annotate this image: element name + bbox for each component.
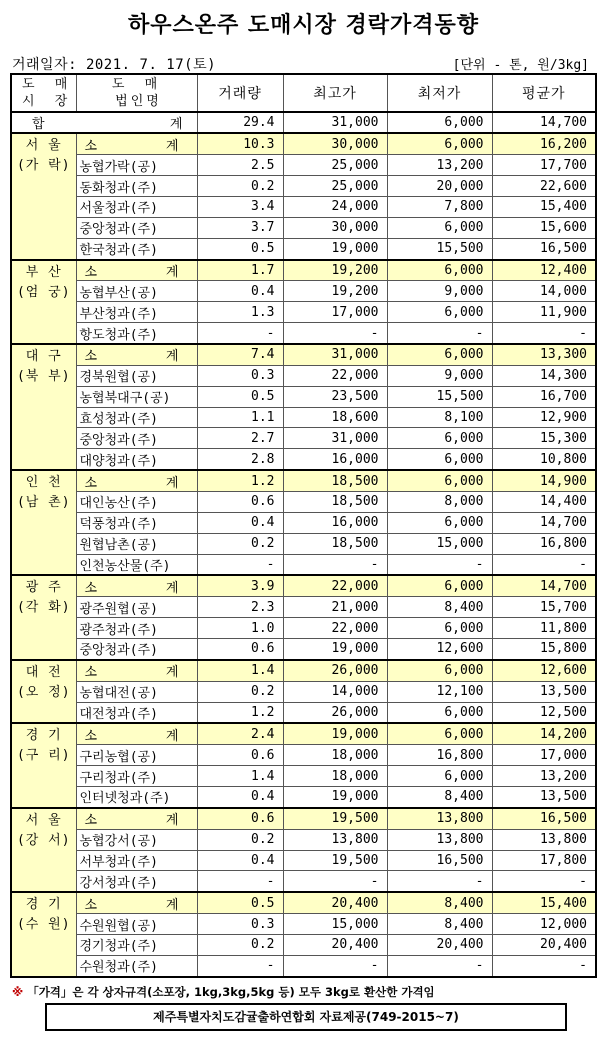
min-price-cell: 6,000 [387,344,492,365]
subtotal-row [11,723,596,744]
table-row [11,386,596,407]
avg-price-cell: 13,200 [492,766,596,787]
market-location: (각 화) [16,600,71,616]
table-row [11,196,596,217]
max-price-cell: 24,000 [283,196,387,217]
corporation-name: 소 계 [76,260,197,281]
min-price-cell: 6,000 [387,575,492,596]
table-row [11,554,596,575]
avg-price-cell: 15,400 [492,892,596,913]
avg-price-cell: 15,700 [492,597,596,618]
volume-cell: 7.4 [197,344,283,365]
avg-price-cell: 13,500 [492,681,596,702]
volume-cell: 3.7 [197,217,283,238]
table-row [11,323,596,344]
avg-price-cell: 14,300 [492,365,596,386]
market-location: (가 락) [16,158,71,174]
avg-price-cell: 22,600 [492,176,596,197]
min-price-cell: 12,600 [387,638,492,659]
max-price-cell: 20,400 [283,935,387,956]
min-price-cell: 6,000 [387,470,492,491]
avg-price-cell: 14,700 [492,575,596,596]
max-price-cell: 22,000 [283,618,387,639]
corporation-name: 소 계 [76,808,197,829]
volume-cell: 1.7 [197,260,283,281]
volume-cell: 0.4 [197,512,283,533]
corporation-name: 농협대전(공) [76,681,197,702]
corporation-name: 항도청과(주) [76,323,197,344]
avg-price-cell: 11,900 [492,302,596,323]
min-price-cell: 13,800 [387,829,492,850]
corporation-name: 대양청과(주) [76,449,197,470]
source-box: 제주특별자치도감귤출하연합회 자료제공(749-2015~7) [45,1003,567,1031]
corporation-name: 원협남촌(공) [76,533,197,554]
table-row [11,871,596,892]
volume-cell: 1.4 [197,660,283,681]
volume-cell: 1.4 [197,766,283,787]
market-location: (남 촌) [16,495,71,511]
corporation-name: 경기청과(주) [76,935,197,956]
volume-cell: 1.1 [197,407,283,428]
avg-price-cell: 16,200 [492,133,596,154]
avg-price-cell: 12,000 [492,914,596,935]
corporation-name: 소 계 [76,344,197,365]
max-price-cell: 14,000 [283,681,387,702]
market-location: (강 서) [16,832,71,848]
min-price-cell: 6,000 [387,260,492,281]
min-price-cell: 6,000 [387,512,492,533]
avg-price-cell: 17,700 [492,155,596,176]
volume-cell: 1.2 [197,702,283,723]
max-price-cell: 19,000 [283,786,387,807]
min-price-cell: 6,000 [387,766,492,787]
min-price-cell: - [387,955,492,977]
market-location: (북 부) [16,368,71,384]
max-price-cell: 18,500 [283,533,387,554]
market-name: 서 울 [25,138,62,154]
avg-price-cell: 10,800 [492,449,596,470]
max-price-cell: 18,000 [283,745,387,766]
volume-cell: 1.2 [197,470,283,491]
corporation-name: 농협강서(공) [76,829,197,850]
min-price-cell: 6,000 [387,660,492,681]
header-volume: 거래량 [197,74,283,112]
volume-cell: - [197,323,283,344]
volume-cell: 0.3 [197,914,283,935]
min-price-cell: - [387,323,492,344]
table-row [11,638,596,659]
corporation-name: 한국청과(주) [76,238,197,259]
corporation-name: 광주청과(주) [76,618,197,639]
volume-cell: 0.5 [197,386,283,407]
page-title: 하우스온주 도매시장 경락가격동향 [127,13,480,38]
avg-price-cell: 14,200 [492,723,596,744]
volume-cell: 0.4 [197,786,283,807]
volume-cell: 1.3 [197,302,283,323]
market-location: (엄 궁) [16,284,71,300]
grand-total-max: 31,000 [283,112,387,134]
header-market: 도 매 시 장 [11,74,76,112]
min-price-cell: 13,800 [387,808,492,829]
volume-cell: 0.2 [197,533,283,554]
max-price-cell: - [283,871,387,892]
note-text: 「가격」은 각 상자규격(소포장, 1kg,3kg,5kg 등) 모두 3kg로 환산한 가격임 [27,985,435,999]
max-price-cell: 31,000 [283,428,387,449]
max-price-cell: 19,200 [283,281,387,302]
corporation-name: 인천농산물(주) [76,554,197,575]
unit-label: [단위 - 톤, 원/3kg] [452,58,589,73]
min-price-cell: 12,100 [387,681,492,702]
market-name-cell [11,660,76,724]
market-location: (오 정) [16,684,71,700]
max-price-cell: 26,000 [283,702,387,723]
volume-cell: 0.4 [197,281,283,302]
max-price-cell: 16,000 [283,512,387,533]
volume-cell: 0.6 [197,745,283,766]
max-price-cell: 13,800 [283,829,387,850]
corporation-name: 서울청과(주) [76,196,197,217]
table-row [11,407,596,428]
subtotal-row [11,133,596,154]
max-price-cell: - [283,955,387,977]
avg-price-cell: 16,800 [492,533,596,554]
table-row [11,155,596,176]
table-row [11,217,596,238]
min-price-cell: 15,000 [387,533,492,554]
max-price-cell: 23,500 [283,386,387,407]
max-price-cell: 31,000 [283,344,387,365]
min-price-cell: 7,800 [387,196,492,217]
min-price-cell: 6,000 [387,217,492,238]
corporation-name: 강서청과(주) [76,871,197,892]
corporation-name: 구리농협(공) [76,745,197,766]
avg-price-cell: 13,300 [492,344,596,365]
avg-price-cell: 12,500 [492,702,596,723]
subtotal-row [11,892,596,913]
header-corporation: 도 매 법인명 [76,74,197,112]
table-row [11,302,596,323]
corporation-name: 효성청과(주) [76,407,197,428]
table-row [11,281,596,302]
min-price-cell: 8,000 [387,491,492,512]
max-price-cell: 18,500 [283,491,387,512]
subtotal-row [11,470,596,491]
table-row [11,914,596,935]
avg-price-cell: 16,500 [492,238,596,259]
table-row [11,176,596,197]
table-row [11,491,596,512]
table-row [11,238,596,259]
avg-price-cell: 15,600 [492,217,596,238]
market-name: 대 구 [25,348,62,364]
avg-price-cell: 16,500 [492,808,596,829]
table-row [11,829,596,850]
avg-price-cell: - [492,554,596,575]
min-price-cell: - [387,554,492,575]
table-row [11,681,596,702]
table-row [11,766,596,787]
max-price-cell: 19,200 [283,260,387,281]
min-price-cell: 8,400 [387,892,492,913]
avg-price-cell: 17,000 [492,745,596,766]
market-name: 부 산 [25,264,62,280]
subtotal-row [11,344,596,365]
table-header-row [11,74,596,112]
table-row [11,955,596,977]
avg-price-cell: 14,900 [492,470,596,491]
max-price-cell: 25,000 [283,155,387,176]
corporation-name: 농협가락(공) [76,155,197,176]
volume-cell: - [197,871,283,892]
corporation-name: 대전청과(주) [76,702,197,723]
table-row [11,365,596,386]
corporation-name: 광주원협(공) [76,597,197,618]
max-price-cell: 19,000 [283,638,387,659]
volume-cell: 0.6 [197,491,283,512]
corporation-name: 소 계 [76,575,197,596]
corporation-name: 인터넷청과(주) [76,786,197,807]
footnote [12,984,435,1000]
avg-price-cell: 11,800 [492,618,596,639]
volume-cell: 10.3 [197,133,283,154]
note-mark: ※ [12,985,24,999]
min-price-cell: 16,500 [387,850,492,871]
avg-price-cell: - [492,955,596,977]
header-min-price: 최저가 [387,74,492,112]
volume-cell: 0.6 [197,638,283,659]
market-name-cell [11,133,76,259]
market-name-cell [11,575,76,659]
volume-cell: 0.2 [197,935,283,956]
corporation-name: 수원청과(주) [76,955,197,977]
min-price-cell: 9,000 [387,365,492,386]
market-name-cell [11,808,76,892]
avg-price-cell: 15,300 [492,428,596,449]
max-price-cell: 17,000 [283,302,387,323]
max-price-cell: 30,000 [283,217,387,238]
corporation-name: 수원원협(공) [76,914,197,935]
max-price-cell: 19,000 [283,723,387,744]
min-price-cell: 13,200 [387,155,492,176]
min-price-cell: 16,800 [387,745,492,766]
grand-total-label: 합 계 [11,112,197,134]
min-price-cell: 6,000 [387,702,492,723]
volume-cell: 0.4 [197,850,283,871]
market-name: 광 주 [25,580,62,596]
max-price-cell: - [283,323,387,344]
market-name-cell [11,344,76,470]
volume-cell: 0.6 [197,808,283,829]
corporation-name: 경북원협(공) [76,365,197,386]
volume-cell: 3.9 [197,575,283,596]
trade-date: 거래일자: 2021. 7. 17(토) [12,57,217,73]
min-price-cell: 9,000 [387,281,492,302]
volume-cell: 0.2 [197,176,283,197]
max-price-cell: 19,000 [283,238,387,259]
min-price-cell: 8,100 [387,407,492,428]
avg-price-cell: 14,400 [492,491,596,512]
table-row [11,786,596,807]
max-price-cell: - [283,554,387,575]
min-price-cell: 15,500 [387,238,492,259]
corporation-name: 농협북대구(공) [76,386,197,407]
market-name: 경 기 [25,728,62,744]
market-name-cell [11,260,76,344]
grand-total-volume: 29.4 [197,112,283,134]
table-row [11,428,596,449]
volume-cell: 2.7 [197,428,283,449]
avg-price-cell: 17,800 [492,850,596,871]
max-price-cell: 20,400 [283,892,387,913]
avg-price-cell: 12,900 [492,407,596,428]
max-price-cell: 18,600 [283,407,387,428]
avg-price-cell: 14,000 [492,281,596,302]
corporation-name: 구리청과(주) [76,766,197,787]
table-row [11,702,596,723]
corporation-name: 소 계 [76,892,197,913]
volume-cell: 2.3 [197,597,283,618]
market-name-cell [11,892,76,977]
max-price-cell: 22,000 [283,575,387,596]
table-row [11,533,596,554]
min-price-cell: 6,000 [387,723,492,744]
avg-price-cell: 15,400 [492,196,596,217]
subtotal-row [11,575,596,596]
min-price-cell: 15,500 [387,386,492,407]
corporation-name: 소 계 [76,723,197,744]
corporation-name: 소 계 [76,133,197,154]
volume-cell: 0.5 [197,892,283,913]
table-row [11,850,596,871]
max-price-cell: 30,000 [283,133,387,154]
market-location: (구 리) [16,748,71,764]
grand-total-row [11,112,596,134]
table-row [11,512,596,533]
table-row [11,745,596,766]
corporation-name: 농협부산(공) [76,281,197,302]
subtotal-row [11,808,596,829]
market-name: 대 전 [25,664,62,680]
volume-cell: - [197,955,283,977]
market-name: 인 천 [25,475,62,491]
corporation-name: 중앙청과(주) [76,217,197,238]
market-name: 경 기 [25,897,62,913]
min-price-cell: 8,400 [387,786,492,807]
corporation-name: 소 계 [76,470,197,491]
min-price-cell: 6,000 [387,618,492,639]
header-max-price: 최고가 [283,74,387,112]
price-table [10,73,597,978]
avg-price-cell: - [492,323,596,344]
avg-price-cell: 16,700 [492,386,596,407]
max-price-cell: 18,000 [283,766,387,787]
volume-cell: 2.5 [197,155,283,176]
corporation-name: 덕풍청과(주) [76,512,197,533]
table-row [11,618,596,639]
min-price-cell: 6,000 [387,428,492,449]
avg-price-cell: 12,600 [492,660,596,681]
volume-cell: 1.0 [197,618,283,639]
volume-cell: 2.4 [197,723,283,744]
market-name: 서 울 [25,812,62,828]
volume-cell: 0.3 [197,365,283,386]
subtotal-row [11,660,596,681]
max-price-cell: 26,000 [283,660,387,681]
market-location: (수 원) [16,917,71,933]
avg-price-cell: 20,400 [492,935,596,956]
avg-price-cell: 15,800 [492,638,596,659]
avg-price-cell: 12,400 [492,260,596,281]
subtotal-row [11,260,596,281]
min-price-cell: 6,000 [387,449,492,470]
volume-cell: - [197,554,283,575]
min-price-cell: 6,000 [387,133,492,154]
max-price-cell: 25,000 [283,176,387,197]
header-avg-price: 평균가 [492,74,596,112]
max-price-cell: 22,000 [283,365,387,386]
min-price-cell: 6,000 [387,302,492,323]
volume-cell: 0.5 [197,238,283,259]
avg-price-cell: - [492,871,596,892]
corporation-name: 서부청과(주) [76,850,197,871]
table-row [11,449,596,470]
corporation-name: 중앙청과(주) [76,428,197,449]
table-row [11,935,596,956]
corporation-name: 소 계 [76,660,197,681]
max-price-cell: 18,500 [283,470,387,491]
market-name-cell [11,470,76,575]
volume-cell: 0.2 [197,681,283,702]
grand-total-avg: 14,700 [492,112,596,134]
min-price-cell: 8,400 [387,597,492,618]
market-name-cell [11,723,76,807]
volume-cell: 2.8 [197,449,283,470]
min-price-cell: 20,000 [387,176,492,197]
corporation-name: 중앙청과(주) [76,638,197,659]
max-price-cell: 16,000 [283,449,387,470]
avg-price-cell: 14,700 [492,512,596,533]
corporation-name: 대인농산(주) [76,491,197,512]
corporation-name: 동화청과(주) [76,176,197,197]
corporation-name: 부산청과(주) [76,302,197,323]
max-price-cell: 21,000 [283,597,387,618]
min-price-cell: 20,400 [387,935,492,956]
min-price-cell: - [387,871,492,892]
max-price-cell: 15,000 [283,914,387,935]
min-price-cell: 8,400 [387,914,492,935]
volume-cell: 0.2 [197,829,283,850]
grand-total-min: 6,000 [387,112,492,134]
avg-price-cell: 13,500 [492,786,596,807]
max-price-cell: 19,500 [283,808,387,829]
max-price-cell: 19,500 [283,850,387,871]
volume-cell: 3.4 [197,196,283,217]
table-row [11,597,596,618]
avg-price-cell: 13,800 [492,829,596,850]
